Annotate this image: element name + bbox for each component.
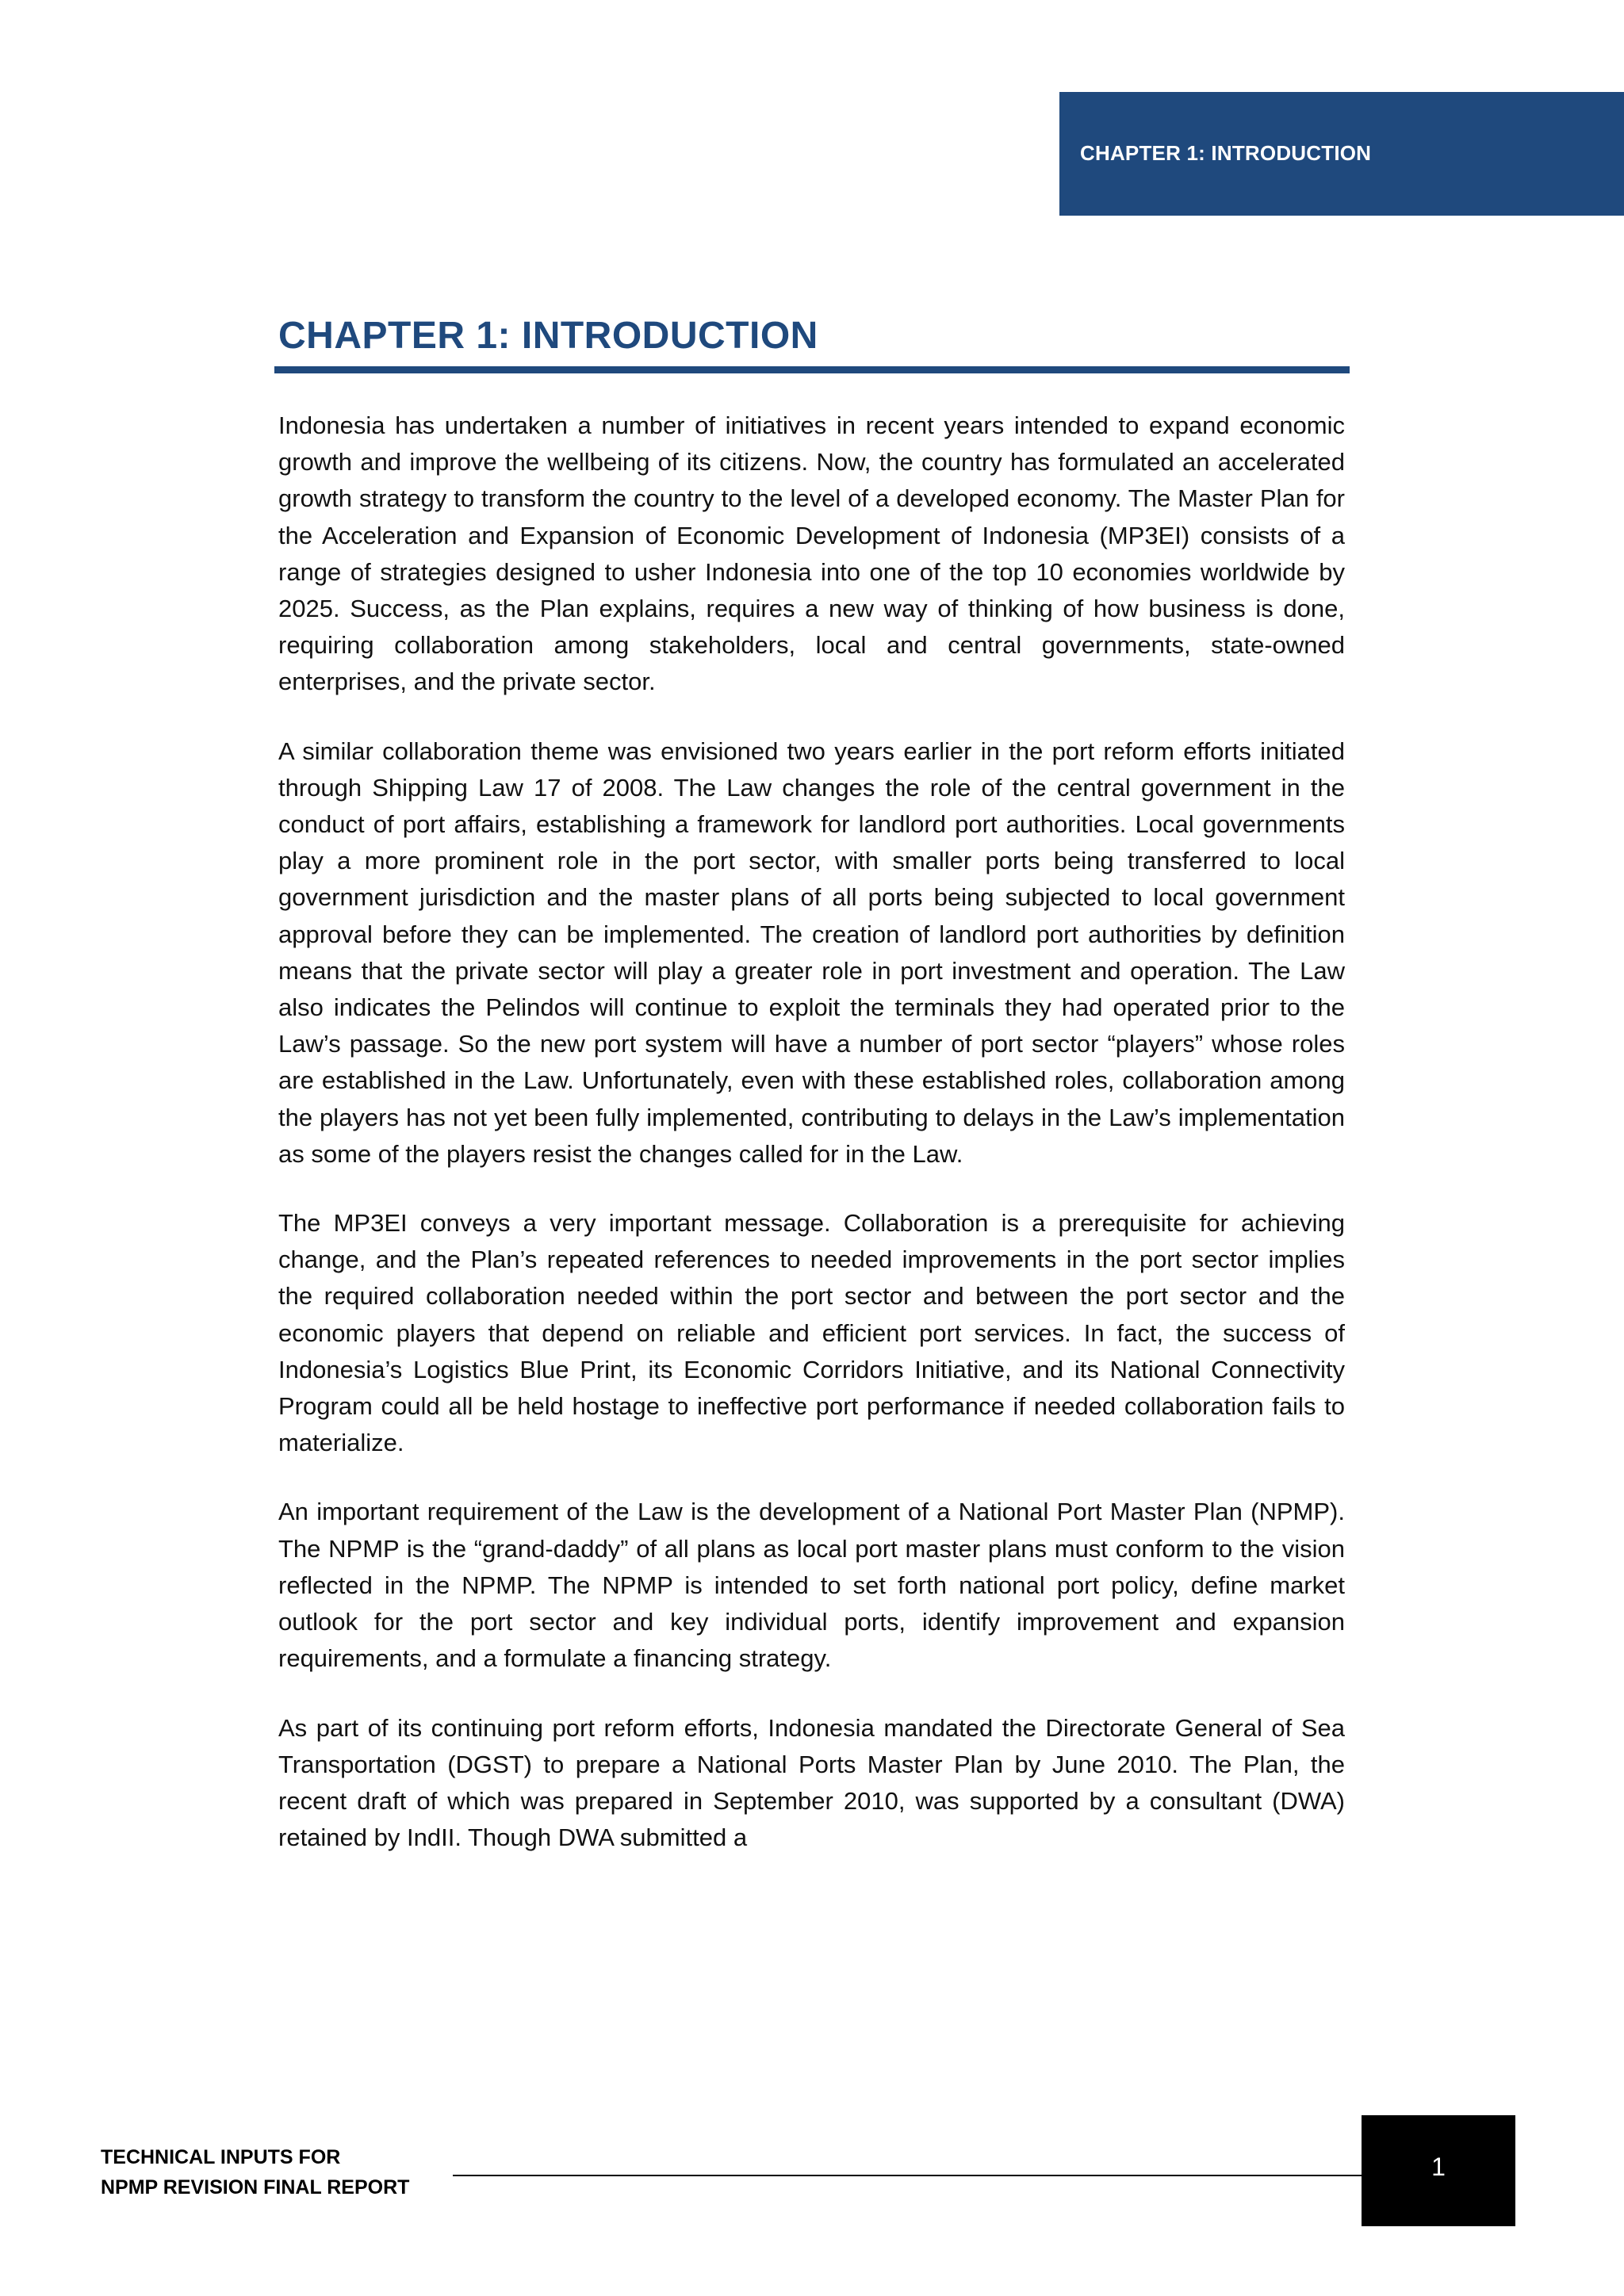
paragraph-1: Indonesia has undertaken a number of initiatives in recent years intended to expand economic growth and improve the wellbeing of its citizens. Now, the country has formulated an accelerated growth strategy to transform the country to the level of a developed economy. The Master Plan for the Acceleration and Expansion of Economic Development of Indonesia (MP3EI) consists of a range of strategies designed to usher Indonesia into one of the top 10 economies worldwide by 2025. Success, as the Plan explains, requires a new way of thinking of how business is done, requiring collaboration among stakeholders, local and central governments, state-owned enterprises, and the private sector. xyxy=(278,411,1345,696)
body-text xyxy=(278,408,1345,1888)
page-number: 1 xyxy=(1431,2152,1446,2181)
header-chapter-label: CHAPTER 1: INTRODUCTION xyxy=(1080,141,1372,165)
paragraph-3: The MP3EI conveys a very important message. Collaboration is a prerequisite for achieving change, and the Plan’s repeated references to needed improvements in the port sector implies the required collaboration needed within the port sector and between the port sector and the economic players that depend on reliable and efficient port services. In fact, the success of Indonesia’s Logistics Blue Print, its Economic Corridors Initiative, and its National Connectivity Program could all be held hostage to ineffective port performance if needed collaboration fails to materialize. xyxy=(278,1209,1345,1457)
footer-rule xyxy=(453,2175,1362,2176)
chapter-title: CHAPTER 1: INTRODUCTION xyxy=(278,315,818,357)
page-number-box xyxy=(1362,2115,1515,2226)
footer-line-2: NPMP REVISION FINAL REPORT xyxy=(101,2176,410,2198)
title-underline-rule xyxy=(274,366,1350,373)
paragraph-2: A similar collaboration theme was envisioned two years earlier in the port reform efforts initiated through Shipping Law 17 of 2008. The Law changes the role of the central government in the conduct of port affairs, establishing a framework for landlord port authorities. Local governments play a more prominent role in the port sector, with smaller ports being transferred to local government jurisdiction and the master plans of all ports being subjected to local government approval before they can be implemented. The creation of landlord port authorities by definition means that the private sector will play a greater role in port investment and operation. The Law also indicates the Pelindos will continue to exploit the terminals they had operated prior to the Law’s passage. So the new port system will have a number of port sector “players” whose roles are established in the Law. Unfortunately, even with these established roles, collaboration among the players has not yet been fully implemented, contributing to delays in the Law’s implementation as some of the players resist the changes called for in the Law. xyxy=(278,737,1345,1168)
header-chapter-tab xyxy=(1059,92,1624,216)
paragraph-5: As part of its continuing port reform efforts, Indonesia mandated the Directorate General of Sea Transportation (DGST) to prepare a National Ports Master Plan by June 2010. The Plan, the recent draft of which was prepared in September 2010, was supported by a consultant (DWA) retained by IndII. Though DWA submitted a xyxy=(278,1713,1345,1852)
footer-report-title xyxy=(101,2142,409,2202)
paragraph-4: An important requirement of the Law is the development of a National Port Master Plan (NPMP). The NPMP is the “grand-daddy” of all plans as local port master plans must conform to the vision reflected in the NPMP. The NPMP is intended to set forth national port policy, define market outlook for the port sector and key individual ports, identify improvement and expansion requirements, and a formulate a financing strategy. xyxy=(278,1498,1345,1673)
footer-line-1: TECHNICAL INPUTS FOR xyxy=(101,2146,341,2168)
